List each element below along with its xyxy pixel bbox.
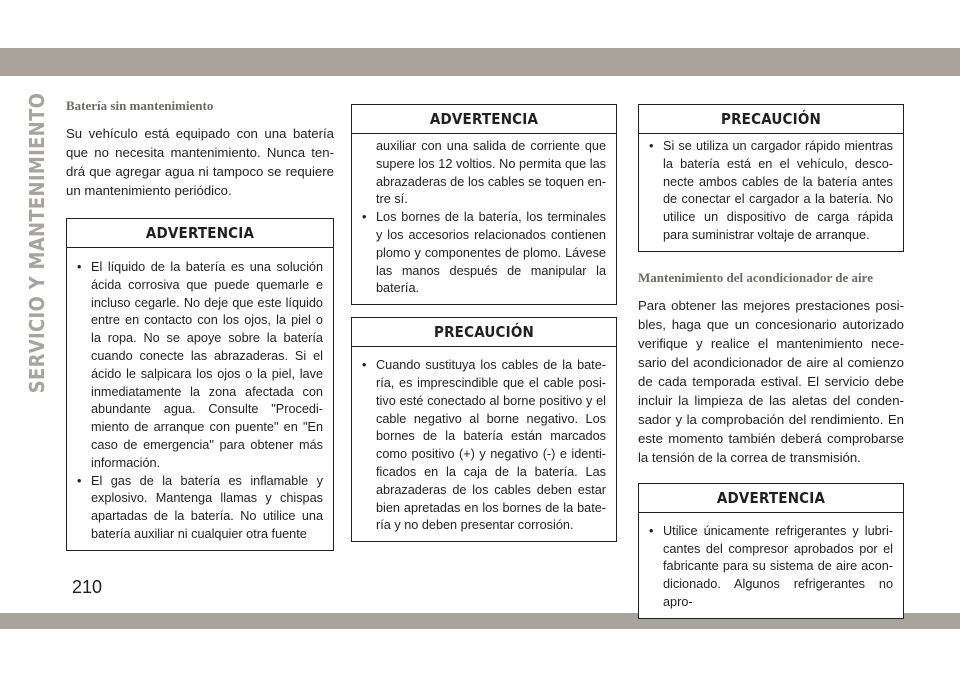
warning-item: • El gas de la batería es inflamable y explosivo. Mantenga llamas y chispas apartadas de la batería. No utilice una batería auxiliar ni cualquier otra fuente (77, 473, 323, 544)
warning-box-battery (66, 218, 334, 551)
caution-box-cables (351, 317, 617, 542)
warning-title: ADVERTENCIA (639, 484, 903, 513)
battery-heading: Batería sin mantenimiento (66, 98, 214, 113)
header-band (0, 48, 960, 76)
warning-box-continued (351, 104, 617, 305)
page-number: 210 (72, 577, 103, 597)
caution-item: • Cuando sustituya los cables de la bate- ría, es imprescindible que el cable posi- tivo esté conectado al borne positivo y el cable negativo al borne negativo. Los bornes de la batería están marcados como positivo (+) y negativo (-) e identi- ficados en la caja de la batería. Las abrazaderas de los cables deben estar bien apretadas en los bornes de la bate- ría y no deben presentar corrosión. (362, 357, 606, 535)
caution-title: PRECAUCIÓN (639, 105, 903, 134)
warning-item: • Utilice únicamente refrigerantes y lubri- cantes del compresor aprobados por el fabricante para su sistema de aire acon- dicionado. Algunos refrigerantes no apro- (649, 523, 893, 612)
section-side-tab-label: SERVICIO Y MANTENIMIENTO (25, 92, 49, 393)
caution-title: PRECAUCIÓN (352, 318, 616, 347)
column-3 (638, 104, 904, 619)
caution-box-charger (638, 104, 904, 252)
warning-title: ADVERTENCIA (67, 219, 333, 248)
caution-item: • Si se utiliza un cargador rápido mientras la batería está en el vehículo, desco- necte ambos cables de la batería antes de conectar el cargador a la batería. No utilice un dispositivo de carga rápida para suministrar voltaje de arranque. (649, 138, 893, 245)
warning-list (352, 138, 616, 304)
warning-item: • Los bornes de la batería, los terminales y los accesorios relacionados contienen plomo y componentes de plomo. Lávese las manos después de manipular la batería. (362, 209, 606, 298)
ac-paragraph: Para obtener las mejores prestaciones posi- bles, haga que un concesionario autorizado verifique y realice el mantenimiento nece- sario del acondicionador de aire al comienzo de cada temporada estival. El servicio debe incluir la limpieza de las aletas del conden- sador y la comprobación del rendimiento. En este momento también deberá comprobarse la tensión de la correa de transmisión. (638, 297, 904, 465)
column-2 (351, 104, 617, 542)
warning-item: • El líquido de la batería es una solución ácida corrosiva que puede quemarle e incluso cegarle. No deje que este líquido entre en contacto con los ojos, la piel o la ropa. No se apoye sobre la batería cuando conecte las abrazaderas. Si el ácido le salpicara los ojos o la piel, lave inmediatamente la zona afectada con abundante agua. Consulte "Procedi- miento de arranque con puente" en "En caso de emergencia" para obtener más información. (77, 259, 323, 473)
warning-item-continued: auxiliar con una salida de corriente que supere los 12 voltios. No permita que las abrazaderas de los cables se toquen en- tre sí. (376, 139, 606, 207)
ac-heading: Mantenimiento del acondicionador de aire (638, 269, 873, 285)
section-side-tab (22, 92, 52, 393)
column-1 (66, 98, 334, 551)
warning-list (67, 259, 333, 550)
battery-paragraph: Su vehículo está equipado con una batería que no necesita mantenimiento. Nunca ten- drá que agregar agua ni tampoco se requiere un mantenimiento periódico. (66, 126, 334, 198)
caution-list (352, 357, 616, 541)
warning-title: ADVERTENCIA (352, 105, 616, 134)
warning-list (639, 523, 903, 618)
warning-box-refrigerant (638, 483, 904, 619)
caution-list (639, 138, 903, 251)
